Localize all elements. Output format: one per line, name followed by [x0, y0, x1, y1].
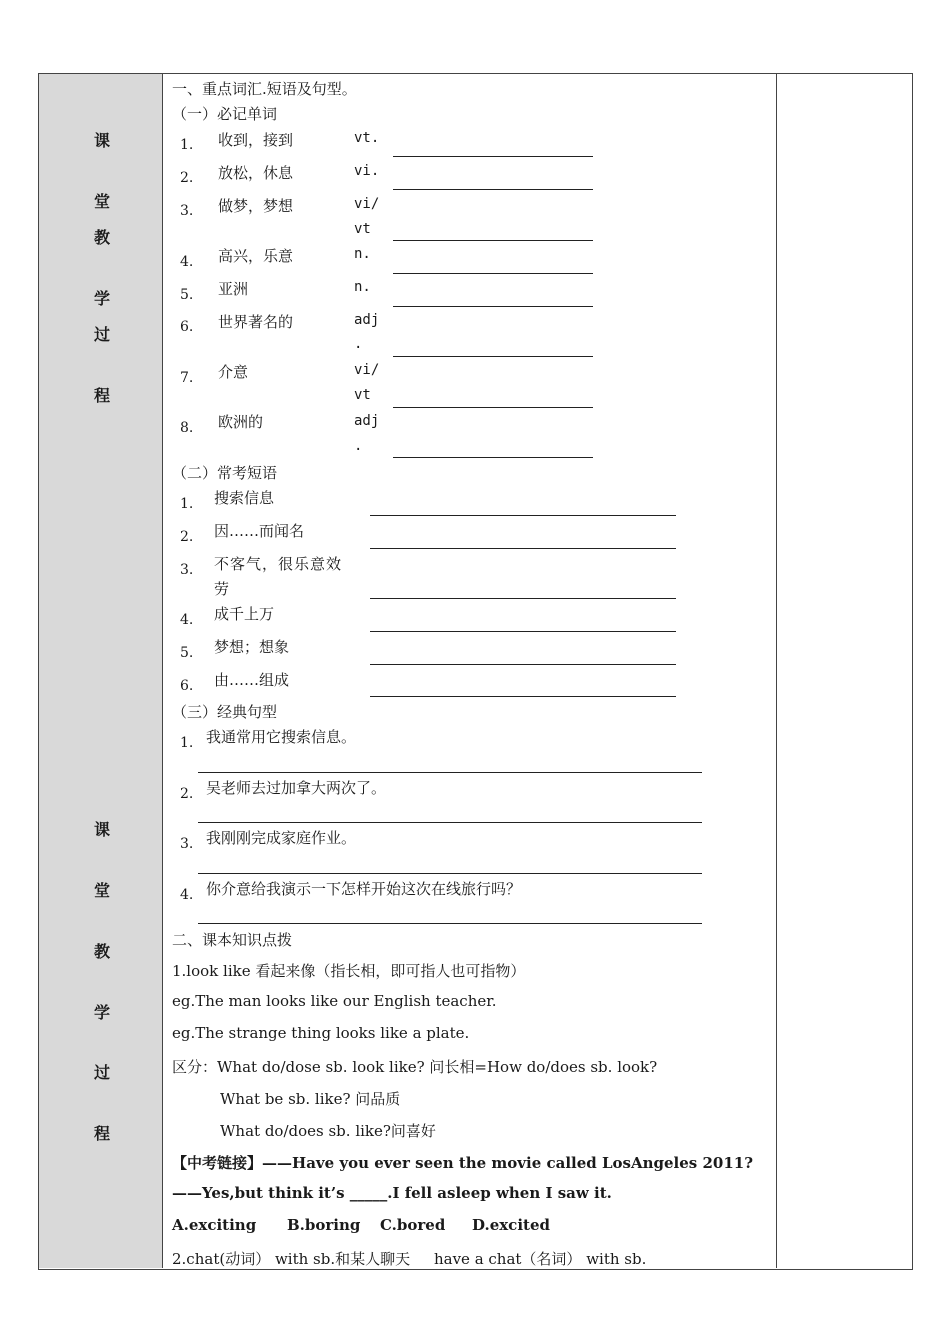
exam-option-d[interactable]: D.excited — [472, 1216, 550, 1234]
word-pos: n. — [354, 279, 371, 295]
word-num: 3. — [180, 203, 194, 219]
answer-line[interactable] — [198, 923, 702, 924]
exam-link-line — [172, 1152, 753, 1173]
table-frame — [38, 73, 913, 1270]
answer-line[interactable] — [393, 240, 593, 241]
side-label-char: 课 — [93, 131, 110, 150]
word-num: 8. — [180, 420, 194, 436]
sentence-num: 3. — [180, 836, 194, 852]
answer-line[interactable] — [370, 696, 676, 697]
word-num: 6. — [180, 319, 194, 335]
column-divider-1 — [162, 74, 163, 1268]
side-label-char: 程 — [93, 1124, 110, 1143]
word-pos-cont: vt — [354, 387, 371, 403]
word-pos-cont: . — [354, 438, 363, 454]
phrase-cn: 不客气，很乐意效 — [214, 555, 343, 573]
phrase-cn: 由……组成 — [214, 671, 290, 689]
answer-line[interactable] — [370, 548, 676, 549]
word-pos: vi. — [354, 163, 380, 179]
word-pos: vi/ — [354, 196, 380, 212]
sentence-cn: 你介意给我演示一下怎样开始这次在线旅行吗？ — [206, 880, 522, 898]
word-cn: 欧洲的 — [218, 413, 264, 431]
word-pos: adj — [354, 312, 380, 328]
word-pos: n. — [354, 246, 371, 262]
exam-option-c[interactable]: C.bored — [380, 1216, 446, 1234]
exam-link-label: 【中考链接】 — [172, 1154, 263, 1172]
word-num: 5. — [180, 287, 194, 303]
sentence-cn: 吴老师去过加拿大两次了。 — [206, 779, 387, 797]
word-pos-cont: vt — [354, 221, 371, 237]
sentence-num: 2. — [180, 786, 194, 802]
word-num: 4. — [180, 254, 194, 270]
word-cn: 高兴，乐意 — [218, 247, 294, 265]
note-line: 1.look like 看起来像（指长相，即可指人也可指物） — [172, 962, 526, 980]
word-cn: 收到，接到 — [218, 131, 294, 149]
side-label-char: 学 — [93, 1003, 110, 1022]
answer-line[interactable] — [393, 407, 593, 408]
answer-line[interactable] — [198, 772, 702, 773]
section2-title: 二、课本知识点拨 — [172, 931, 293, 949]
side-label-char: 过 — [93, 1063, 110, 1082]
answer-line[interactable] — [393, 189, 593, 190]
side-label-char: 程 — [93, 386, 110, 405]
side-label-char: 过 — [93, 325, 110, 344]
answer-line[interactable] — [370, 664, 676, 665]
answer-line[interactable] — [370, 598, 676, 599]
answer-line[interactable] — [393, 356, 593, 357]
answer-line[interactable] — [393, 457, 593, 458]
word-cn: 世界著名的 — [218, 313, 294, 331]
word-pos: vi/ — [354, 362, 380, 378]
word-pos: adj — [354, 413, 380, 429]
phrase-cn: 成千上万 — [214, 605, 275, 623]
answer-line[interactable] — [198, 822, 702, 823]
exam-option-a[interactable]: A.exciting — [172, 1216, 257, 1234]
answer-line[interactable] — [393, 156, 593, 157]
side-label-char: 堂 — [93, 881, 110, 900]
sub3-title: （三）经典句型 — [172, 703, 278, 721]
word-num: 7. — [180, 370, 194, 386]
note-line: eg.The man looks like our English teacher. — [172, 992, 497, 1010]
note-line: What do/does sb. like?问喜好 — [220, 1122, 436, 1140]
side-label-char: 学 — [93, 289, 110, 308]
phrase-num: 5. — [180, 645, 194, 661]
answer-line[interactable] — [370, 631, 676, 632]
phrase-cn: 梦想；想象 — [214, 638, 290, 656]
phrase-num: 1. — [180, 496, 194, 512]
side-label-char: 课 — [93, 820, 110, 839]
note-chat: 2.chat(动词） with sb.和某人聊天 have a chat（名词） with sb. — [172, 1250, 647, 1268]
note-line: eg.The strange thing looks like a plate. — [172, 1024, 470, 1042]
exam-question-2: ——Yes,but think it’s _____.I fell asleep when I saw it. — [172, 1184, 612, 1202]
word-num: 1. — [180, 137, 194, 153]
side-label-char: 堂 — [93, 192, 110, 211]
sentence-num: 4. — [180, 887, 194, 903]
exam-question-1: ——Have you ever seen the movie called LosAngeles 2011? — [262, 1154, 754, 1172]
word-pos-cont: . — [354, 336, 363, 352]
phrase-cn-cont: 劳 — [214, 580, 230, 598]
sub2-title: （二）常考短语 — [172, 464, 278, 482]
word-cn: 放松，休息 — [218, 164, 294, 182]
note-line: What be sb. like? 问品质 — [220, 1090, 401, 1108]
phrase-num: 4. — [180, 612, 194, 628]
word-cn: 做梦，梦想 — [218, 197, 294, 215]
sentence-cn: 我通常用它搜索信息。 — [206, 728, 357, 746]
word-cn: 介意 — [218, 363, 249, 381]
answer-line[interactable] — [370, 515, 676, 516]
phrase-num: 2. — [180, 529, 194, 545]
word-pos: vt. — [354, 130, 380, 146]
note-line: 区分：What do/dose sb. look like? 问长相=How do/does sb. look? — [172, 1058, 658, 1076]
word-num: 2. — [180, 170, 194, 186]
sentence-cn: 我刚刚完成家庭作业。 — [206, 829, 357, 847]
phrase-cn: 因……而闻名 — [214, 522, 305, 540]
answer-line[interactable] — [393, 273, 593, 274]
answer-line[interactable] — [393, 306, 593, 307]
side-label-char: 教 — [93, 228, 110, 247]
exam-option-b[interactable]: B.boring — [287, 1216, 361, 1234]
section1-title: 一、重点词汇.短语及句型。 — [172, 80, 357, 98]
answer-line[interactable] — [198, 873, 702, 874]
side-label-char: 教 — [93, 942, 110, 961]
column-divider-2 — [776, 74, 777, 1268]
word-cn: 亚洲 — [218, 280, 249, 298]
phrase-num: 3. — [180, 562, 194, 578]
phrase-num: 6. — [180, 678, 194, 694]
sentence-num: 1. — [180, 735, 194, 751]
sub1-title: （一）必记单词 — [172, 105, 278, 123]
phrase-cn: 搜索信息 — [214, 489, 275, 507]
